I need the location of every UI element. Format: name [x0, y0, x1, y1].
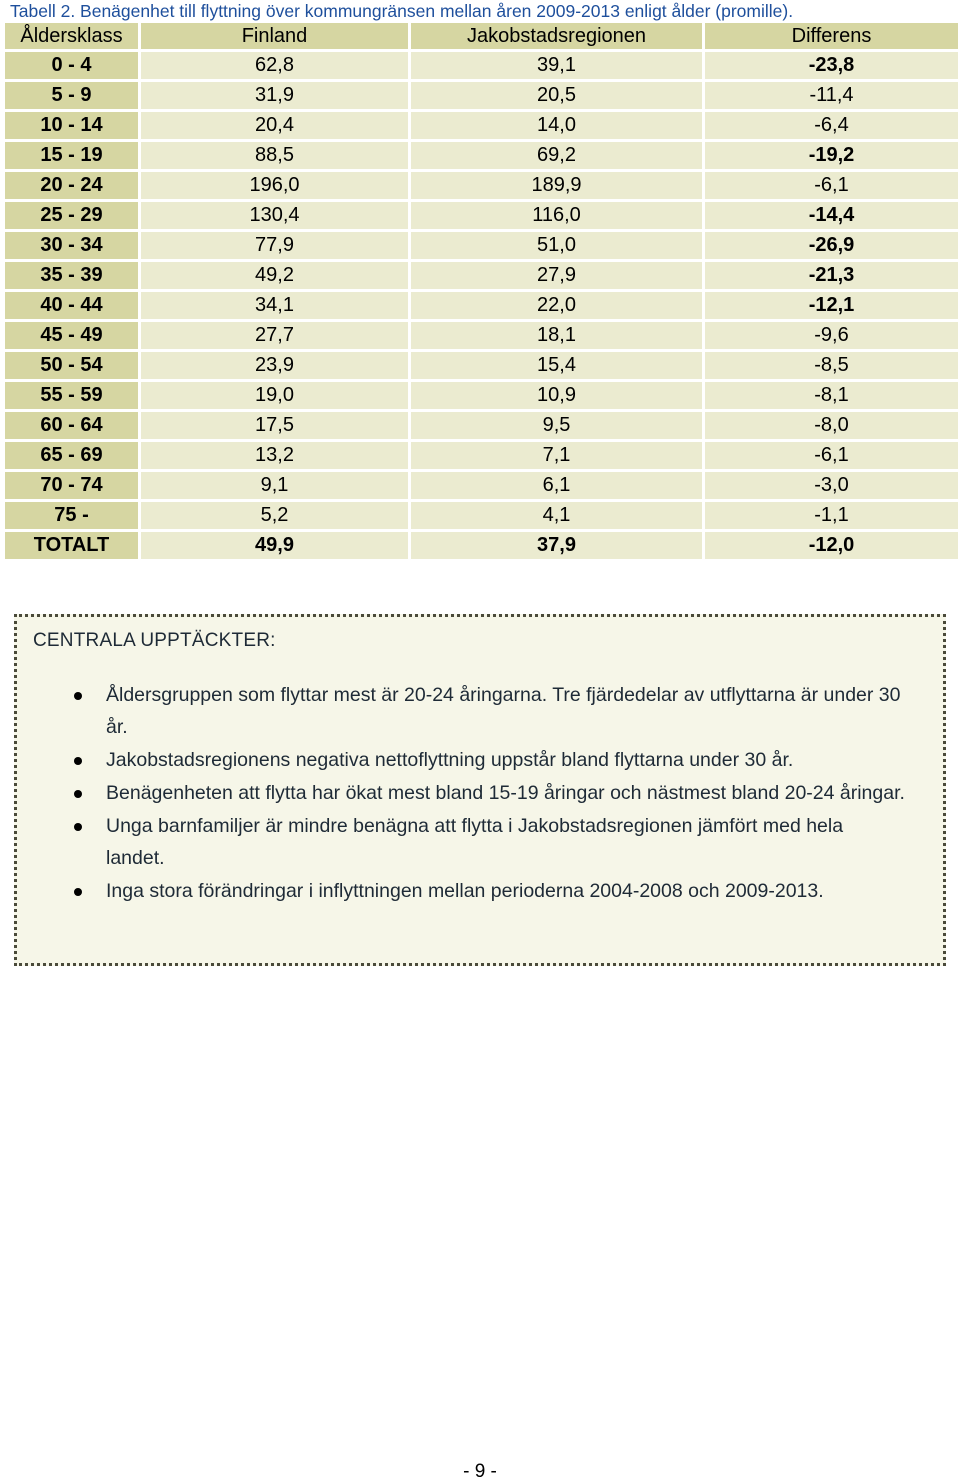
age-class-cell: 30 - 34: [5, 232, 138, 259]
difference-cell: -1,1: [705, 502, 958, 529]
bullet-icon: [74, 888, 82, 896]
table-row: [5, 292, 958, 319]
difference-cell: -26,9: [705, 232, 958, 259]
table-row: [5, 202, 958, 229]
difference-cell: -8,5: [705, 352, 958, 379]
finland-cell: 77,9: [141, 232, 408, 259]
table-row: [5, 262, 958, 289]
header-region: Jakobstadsregionen: [411, 23, 702, 49]
difference-cell: -11,4: [705, 82, 958, 109]
region-cell: 14,0: [411, 112, 702, 139]
total-age-class-cell: TOTALT: [5, 532, 138, 559]
difference-cell: -3,0: [705, 472, 958, 499]
finland-cell: 62,8: [141, 52, 408, 79]
difference-cell: -6,1: [705, 172, 958, 199]
finding-item: [106, 875, 906, 907]
table-body: [5, 52, 958, 559]
table-row: [5, 172, 958, 199]
age-class-cell: 65 - 69: [5, 442, 138, 469]
age-class-cell: 60 - 64: [5, 412, 138, 439]
region-cell: 4,1: [411, 502, 702, 529]
table-row: [5, 502, 958, 529]
difference-cell: -23,8: [705, 52, 958, 79]
header-finland: Finland: [141, 23, 408, 49]
key-findings-list: [17, 679, 906, 908]
region-cell: 6,1: [411, 472, 702, 499]
region-cell: 18,1: [411, 322, 702, 349]
finding-item: [106, 777, 906, 809]
finding-text: Åldersgruppen som flyttar mest är 20-24 åringarna. Tre fjärdedelar av utflyttarna är under 30 år.: [106, 684, 901, 738]
age-class-cell: 55 - 59: [5, 382, 138, 409]
age-class-cell: 25 - 29: [5, 202, 138, 229]
region-cell: 39,1: [411, 52, 702, 79]
age-class-cell: 20 - 24: [5, 172, 138, 199]
finland-cell: 17,5: [141, 412, 408, 439]
table-row: [5, 112, 958, 139]
table-total-row: [5, 532, 958, 559]
region-cell: 189,9: [411, 172, 702, 199]
table-row: [5, 442, 958, 469]
finland-cell: 5,2: [141, 502, 408, 529]
age-class-cell: 70 - 74: [5, 472, 138, 499]
finland-cell: 196,0: [141, 172, 408, 199]
finding-text: Unga barnfamiljer är mindre benägna att flytta i Jakobstadsregionen jämfört med hela landet.: [106, 815, 844, 869]
region-cell: 116,0: [411, 202, 702, 229]
finland-cell: 34,1: [141, 292, 408, 319]
region-cell: 51,0: [411, 232, 702, 259]
table-row: [5, 322, 958, 349]
finding-item: [106, 679, 906, 743]
table-row: [5, 412, 958, 439]
bullet-icon: [74, 692, 82, 700]
header-difference: Differens: [705, 23, 958, 49]
finding-text: Benägenheten att flytta har ökat mest bland 15-19 åringar och nästmest bland 20-24 åringar.: [106, 782, 905, 804]
migration-propensity-table: [2, 20, 960, 562]
table-row: [5, 382, 958, 409]
age-class-cell: 50 - 54: [5, 352, 138, 379]
age-class-cell: 75 -: [5, 502, 138, 529]
region-cell: 22,0: [411, 292, 702, 319]
difference-cell: -12,1: [705, 292, 958, 319]
page-number: - 9 -: [463, 1461, 497, 1482]
table-row: [5, 52, 958, 79]
finland-cell: 49,2: [141, 262, 408, 289]
table-row: [5, 352, 958, 379]
finland-cell: 88,5: [141, 142, 408, 169]
region-cell: 10,9: [411, 382, 702, 409]
difference-cell: -14,4: [705, 202, 958, 229]
bullet-icon: [74, 790, 82, 798]
finding-text: Inga stora förändringar i inflyttningen mellan perioderna 2004-2008 och 2009-2013.: [106, 880, 824, 902]
finding-item: [106, 744, 906, 776]
difference-cell: -6,1: [705, 442, 958, 469]
difference-cell: -8,0: [705, 412, 958, 439]
finland-cell: 130,4: [141, 202, 408, 229]
age-class-cell: 40 - 44: [5, 292, 138, 319]
age-class-cell: 15 - 19: [5, 142, 138, 169]
finding-item: [106, 810, 906, 874]
region-cell: 9,5: [411, 412, 702, 439]
finland-cell: 19,0: [141, 382, 408, 409]
finland-cell: 9,1: [141, 472, 408, 499]
key-findings-box: [14, 614, 946, 966]
age-class-cell: 35 - 39: [5, 262, 138, 289]
region-cell: 69,2: [411, 142, 702, 169]
age-class-cell: 45 - 49: [5, 322, 138, 349]
region-cell: 7,1: [411, 442, 702, 469]
table-caption: Tabell 2. Benägenhet till flyttning över kommungränsen mellan åren 2009-2013 enligt ålder (promille).: [10, 1, 794, 21]
region-cell: 27,9: [411, 262, 702, 289]
table-header-row: [5, 23, 958, 49]
key-findings-title: CENTRALA UPPTÄCKTER:: [33, 630, 276, 651]
table-row: [5, 82, 958, 109]
difference-cell: -19,2: [705, 142, 958, 169]
table-row: [5, 472, 958, 499]
difference-cell: -8,1: [705, 382, 958, 409]
finding-text: Jakobstadsregionens negativa nettoflyttning uppstår bland flyttarna under 30 år.: [106, 749, 794, 771]
region-cell: 20,5: [411, 82, 702, 109]
total-difference-cell: -12,0: [705, 532, 958, 559]
age-class-cell: 10 - 14: [5, 112, 138, 139]
finland-cell: 13,2: [141, 442, 408, 469]
age-class-cell: 5 - 9: [5, 82, 138, 109]
difference-cell: -9,6: [705, 322, 958, 349]
bullet-icon: [74, 757, 82, 765]
bullet-icon: [74, 823, 82, 831]
table-row: [5, 232, 958, 259]
finland-cell: 20,4: [141, 112, 408, 139]
total-region-cell: 37,9: [411, 532, 702, 559]
table-row: [5, 142, 958, 169]
finland-cell: 23,9: [141, 352, 408, 379]
difference-cell: -6,4: [705, 112, 958, 139]
age-class-cell: 0 - 4: [5, 52, 138, 79]
header-age-class: Åldersklass: [5, 23, 138, 49]
difference-cell: -21,3: [705, 262, 958, 289]
finland-cell: 27,7: [141, 322, 408, 349]
finland-cell: 31,9: [141, 82, 408, 109]
region-cell: 15,4: [411, 352, 702, 379]
total-finland-cell: 49,9: [141, 532, 408, 559]
